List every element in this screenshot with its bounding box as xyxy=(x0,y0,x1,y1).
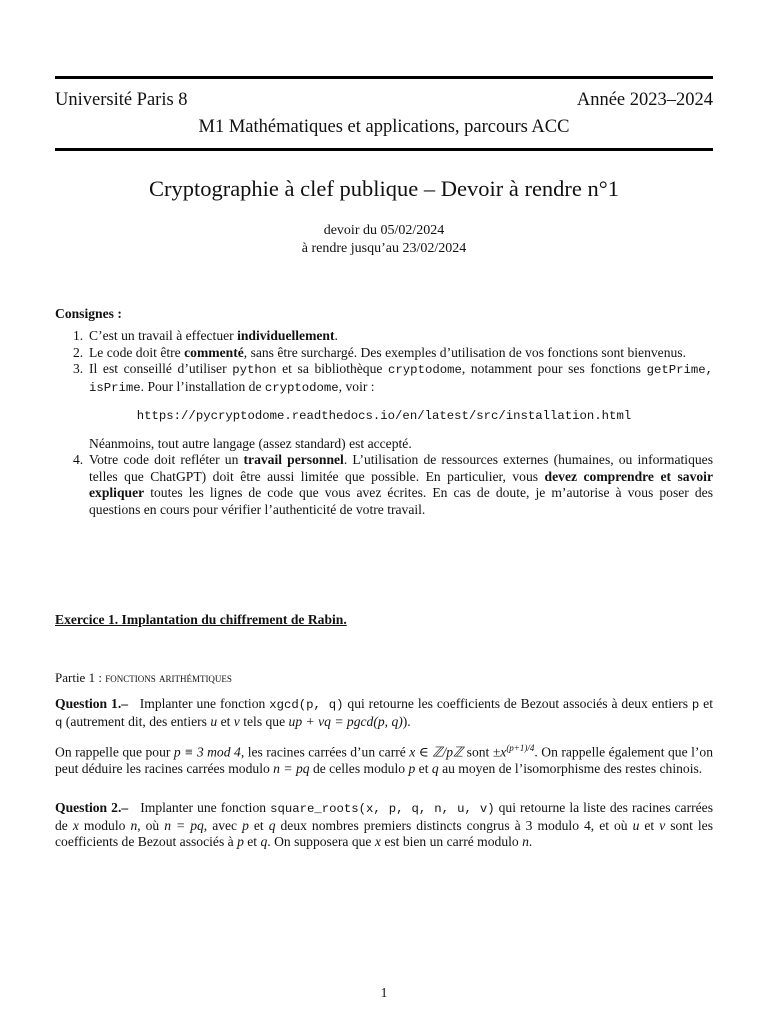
part-prefix: Partie 1 : xyxy=(55,670,106,685)
exercise-title: Exercice 1. Implantation du chiffrement de Rabin. xyxy=(55,612,347,627)
text: toutes les lignes de code que vous avez écrites. En cas de doute, je m’autorise à vous poser des questions en cours pour vérifier l’authenticité de votre travail. xyxy=(89,485,713,517)
math: u xyxy=(632,817,640,833)
code: getPrime, isPrime xyxy=(89,363,713,395)
text: . On rappelle également que l’on peut déduire les racines carrées modulo xyxy=(55,744,713,777)
consigne-item xyxy=(55,361,713,452)
text: est bien un carré modulo xyxy=(380,834,523,849)
emphasis: devez comprendre et savoir expliquer xyxy=(89,468,713,500)
text: au moyen de l’isomorphisme des restes chinois. xyxy=(438,761,703,777)
program-name: M1 Mathématiques et applications, parcours ACC xyxy=(198,117,570,137)
code: xgcd(p, q) xyxy=(269,698,344,712)
date-issued: devoir du 05/02/2024 xyxy=(323,223,445,238)
text: sont les coefficients de Bezout associés à xyxy=(55,817,714,849)
code: cryptodome xyxy=(388,363,462,377)
text: . L’utilisation de ressources externes (humaines, ou informatiques telles que ChatGPT) doit être aussi limitée que possible. En particulier, vous xyxy=(89,452,713,484)
question-1 xyxy=(55,696,713,731)
math: p xyxy=(237,834,244,849)
text: , notamment pour ses fonctions xyxy=(461,361,647,376)
consigne-item xyxy=(55,328,713,345)
math: u xyxy=(210,713,218,729)
text: et xyxy=(243,834,261,849)
math: n = pq xyxy=(273,761,310,777)
consignes-heading: Consignes : xyxy=(55,306,122,321)
university-name: Université Paris 8 xyxy=(55,90,188,110)
text: et xyxy=(217,713,234,729)
text: , les racines carrées d’un carré xyxy=(240,744,410,760)
math-exponent: (p+1)/4 xyxy=(506,743,535,753)
page-number: 1 xyxy=(380,985,388,1000)
part-name: fonctions arithémtiques xyxy=(105,670,232,685)
date-due: à rendre jusqu’au 23/02/2024 xyxy=(301,241,467,256)
part-title xyxy=(55,670,232,686)
math: n xyxy=(130,817,138,833)
item-number: 2. xyxy=(73,344,84,360)
question-label: Question 1.– xyxy=(55,696,129,711)
math: v xyxy=(659,817,666,833)
text: et xyxy=(415,761,432,777)
code: python xyxy=(232,363,277,377)
code: square_roots(x, p, q, n, u, v) xyxy=(270,802,495,816)
text: ). xyxy=(402,713,411,729)
question-2 xyxy=(55,800,713,851)
text: et xyxy=(639,817,660,833)
consigne-item xyxy=(55,452,713,518)
header-row xyxy=(55,89,713,111)
math: x xyxy=(72,817,79,833)
text: (autrement dit, des entiers xyxy=(62,713,211,729)
question-label: Question 2.– xyxy=(55,800,129,815)
text: qui retourne la liste des racines carrées de xyxy=(55,800,713,833)
text: Implanter une fonction xyxy=(139,696,270,711)
text: , avec xyxy=(203,817,243,833)
math: n xyxy=(522,834,529,849)
item-number: 1. xyxy=(73,328,84,343)
item-number: 4. xyxy=(73,452,84,467)
code: p xyxy=(691,698,700,712)
top-rule xyxy=(55,76,713,79)
text: Votre code doit refléter un xyxy=(89,452,244,467)
text: , sans être surchargé. Des exemples d’utilisation de vos fonctions sont bienvenus. xyxy=(243,344,686,360)
emphasis: travail personnel xyxy=(243,452,344,467)
text: , voir : xyxy=(338,378,375,394)
text: On rappelle que pour xyxy=(55,744,174,760)
install-url[interactable]: https://pycryptodome.readthedocs.io/en/latest/src/installation.html xyxy=(136,409,632,423)
math: q xyxy=(431,761,439,777)
code: cryptodome xyxy=(264,380,339,395)
text: Le code doit être xyxy=(89,344,185,360)
text: sont xyxy=(463,744,493,760)
text: C’est un travail à effectuer xyxy=(89,328,238,343)
math: n = pq xyxy=(164,817,204,833)
consignes-list xyxy=(55,328,713,518)
math: q xyxy=(260,834,268,849)
text: deux nombres premiers distincts congrus à 3 modulo 4, et où xyxy=(275,817,633,833)
text: et xyxy=(248,817,269,833)
emphasis: commenté xyxy=(184,344,244,360)
text: et xyxy=(699,696,713,711)
text: . xyxy=(334,328,338,343)
item-number: 3. xyxy=(73,361,84,376)
text: de celles modulo xyxy=(309,761,409,777)
math: p xyxy=(242,817,249,833)
text: Implanter une fonction xyxy=(140,800,271,815)
document-title: Cryptographie à clef publique – Devoir à rendre n°1 xyxy=(148,176,620,201)
math: v xyxy=(233,713,240,729)
math: ±x xyxy=(492,744,507,760)
math: p ≡ 3 mod 4 xyxy=(173,744,241,760)
math: up + vq = pgcd(p, q) xyxy=(288,713,403,729)
bottom-rule xyxy=(55,148,713,151)
text: tels que xyxy=(239,713,289,729)
emphasis: individuellement xyxy=(237,328,335,343)
text: Il est conseillé d’utiliser xyxy=(89,361,233,376)
text: . xyxy=(528,834,533,849)
recall-paragraph xyxy=(55,740,713,778)
text: . Pour l’installation de xyxy=(140,378,265,394)
code: q xyxy=(55,715,63,730)
text: modulo xyxy=(78,817,131,833)
text: qui retourne les coefficients de Bezout associés à deux entiers xyxy=(343,696,692,711)
text: Néanmoins, tout autre langage (assez standard) est accepté. xyxy=(89,435,412,451)
academic-year: Année 2023–2024 xyxy=(576,90,713,110)
text: . On supposera que xyxy=(267,834,375,849)
math: x ∈ ℤ/pℤ xyxy=(409,744,464,760)
math: q xyxy=(268,817,276,833)
consigne-item xyxy=(55,345,713,362)
math: x xyxy=(374,834,381,849)
text: et sa bibliothèque xyxy=(276,361,389,376)
text: , où xyxy=(137,817,165,833)
math: p xyxy=(408,761,416,777)
